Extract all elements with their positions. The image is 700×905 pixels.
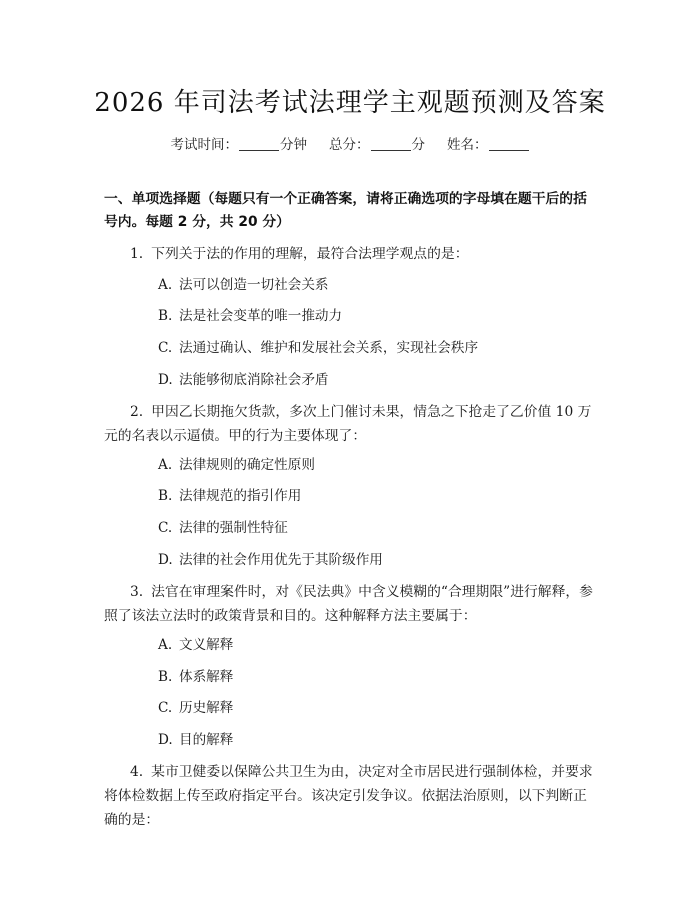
question-1 xyxy=(104,242,596,266)
score-blank[interactable] xyxy=(371,136,411,151)
option-text: 法律规则的确定性原则 xyxy=(179,457,315,473)
question-2 xyxy=(104,400,596,448)
question-2-option-d[interactable] xyxy=(158,549,383,571)
question-3-option-b[interactable] xyxy=(158,666,233,688)
question-number: 1. xyxy=(130,246,144,262)
question-1-option-a[interactable] xyxy=(158,274,329,296)
question-1-option-c[interactable] xyxy=(158,337,478,359)
time-blank[interactable] xyxy=(239,136,279,151)
option-letter: C. xyxy=(158,340,173,356)
option-letter: C. xyxy=(158,520,173,536)
question-number: 3. xyxy=(130,584,144,600)
time-unit: 分钟 xyxy=(280,137,307,153)
score-label: 总分： xyxy=(329,137,370,153)
option-text: 文义解释 xyxy=(179,637,234,653)
question-text: 下列关于法的作用的理解，最符合法理学观点的是： xyxy=(151,246,469,262)
time-label: 考试时间： xyxy=(170,137,238,153)
question-1-option-b[interactable] xyxy=(158,305,342,327)
page-title: 2026 年司法考试法理学主观题预测及答案 xyxy=(94,88,606,118)
option-text: 法是社会变革的唯一推动力 xyxy=(179,308,343,324)
score-unit: 分 xyxy=(411,137,425,153)
option-letter: D. xyxy=(158,552,173,568)
option-letter: A. xyxy=(158,457,173,473)
option-letter: C. xyxy=(158,700,173,716)
option-letter: D. xyxy=(158,732,173,748)
name-label: 姓名： xyxy=(447,137,488,153)
question-text: 某市卫健委以保障公共卫生为由，决定对全市居民进行强制体检，并要求将体检数据上传至政府指定平台。该决定引发争议。依据法治原则，以下判断正确的是： xyxy=(104,764,593,828)
option-text: 法律的社会作用优先于其阶级作用 xyxy=(179,552,383,568)
section-heading: 一、单项选择题（每题只有一个正确答案，请将正确选项的字母填在题干后的括号内。每题 2 分，共 20 分） xyxy=(104,191,587,230)
question-3-option-a[interactable] xyxy=(158,634,233,656)
question-number: 2. xyxy=(130,404,144,420)
option-letter: D. xyxy=(158,372,173,388)
question-4 xyxy=(104,760,596,832)
option-text: 目的解释 xyxy=(179,732,234,748)
question-3-option-d[interactable] xyxy=(158,729,233,751)
question-3 xyxy=(104,580,596,628)
question-2-option-a[interactable] xyxy=(158,454,315,476)
option-letter: B. xyxy=(158,308,173,324)
question-1-option-d[interactable] xyxy=(158,369,329,391)
option-letter: A. xyxy=(158,637,173,653)
question-text: 甲因乙长期拖欠货款，多次上门催讨未果，情急之下抢走了乙价值 10 万元的名表以示逼债。甲的行为主要体现了： xyxy=(104,404,592,444)
question-number: 4. xyxy=(130,764,144,780)
option-letter: A. xyxy=(158,277,173,293)
option-letter: B. xyxy=(158,488,173,504)
option-text: 法可以创造一切社会关系 xyxy=(179,277,329,293)
option-text: 历史解释 xyxy=(179,700,234,716)
exam-info-line xyxy=(0,133,700,153)
option-text: 法律规范的指引作用 xyxy=(179,488,302,504)
option-letter: B. xyxy=(158,669,173,685)
question-3-option-c[interactable] xyxy=(158,697,233,719)
name-blank[interactable] xyxy=(489,136,529,151)
option-text: 法能够彻底消除社会矛盾 xyxy=(179,372,329,388)
question-2-option-c[interactable] xyxy=(158,517,288,539)
question-2-option-b[interactable] xyxy=(158,485,301,507)
question-text: 法官在审理案件时，对《民法典》中含义模糊的“合理期限”进行解释，参照了该法立法时的政策背景和目的。这种解释方法主要属于： xyxy=(104,584,593,624)
option-text: 法通过确认、维护和发展社会关系，实现社会秩序 xyxy=(179,340,479,356)
option-text: 法律的强制性特征 xyxy=(179,520,288,536)
option-text: 体系解释 xyxy=(179,669,234,685)
